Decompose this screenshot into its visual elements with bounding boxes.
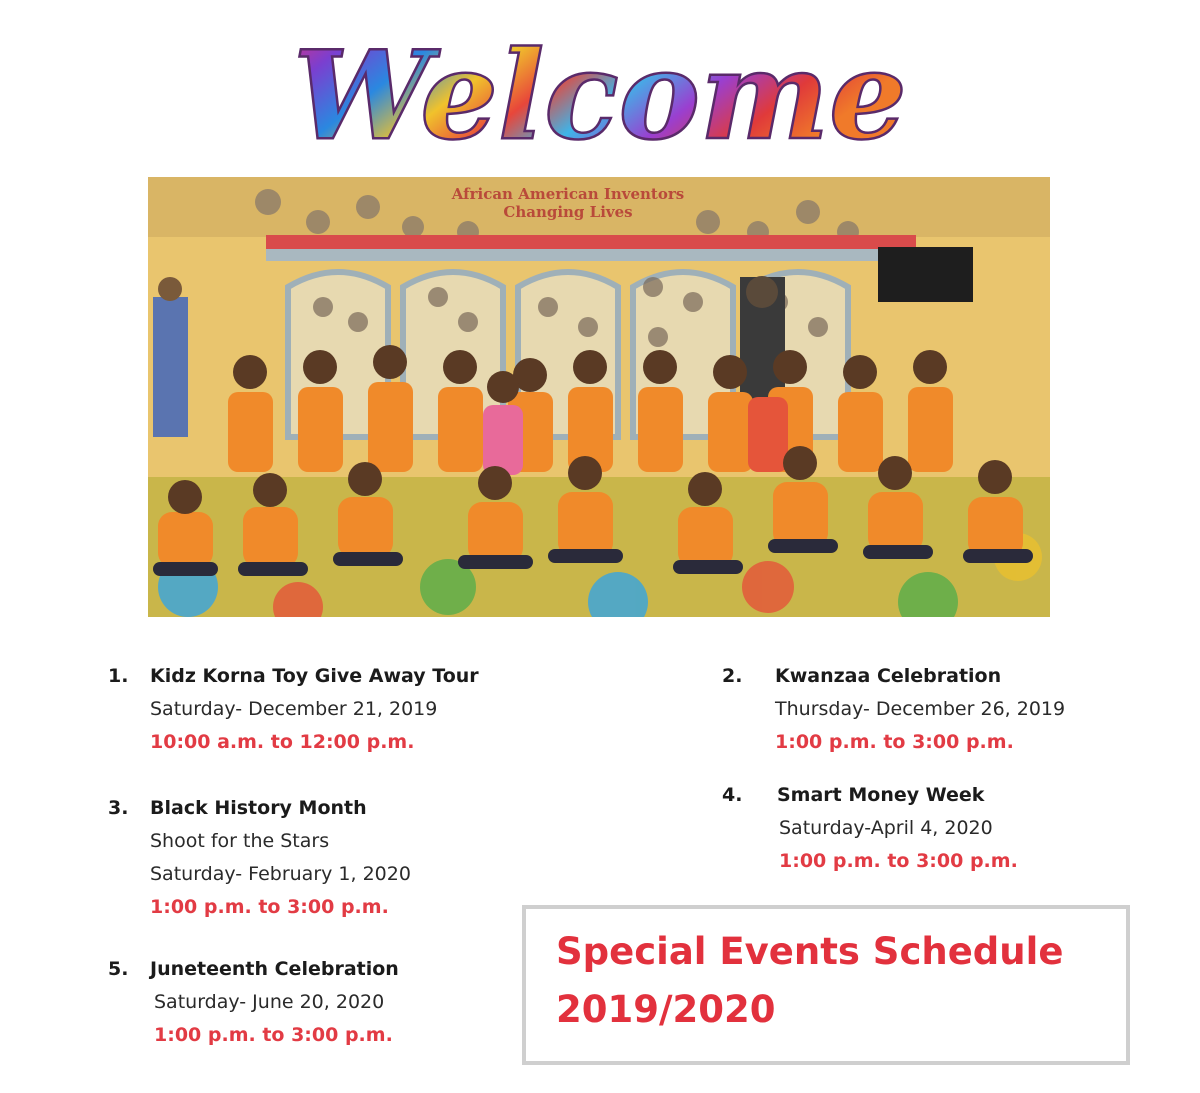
schedule-year: 2019/2020 bbox=[556, 988, 776, 1031]
banner-line-1: African American Inventors bbox=[451, 185, 685, 203]
event-1-name: Kidz Korna Toy Give Away Tour bbox=[150, 665, 479, 687]
event-5-name: Juneteenth Celebration bbox=[150, 958, 399, 980]
event-2-name: Kwanzaa Celebration bbox=[775, 665, 1002, 687]
event-2-time: 1:00 p.m. to 3:00 p.m. bbox=[775, 731, 1014, 753]
event-5-number: 5. bbox=[108, 958, 129, 980]
schedule-title: Special Events Schedule bbox=[556, 930, 1064, 973]
event-1-date: Saturday- December 21, 2019 bbox=[150, 698, 438, 720]
event-2-date: Thursday- December 26, 2019 bbox=[775, 698, 1066, 720]
event-3-number: 3. bbox=[108, 797, 129, 819]
event-3-date: Saturday- February 1, 2020 bbox=[150, 863, 411, 885]
event-4 bbox=[722, 779, 1018, 878]
event-3-name: Black History Month bbox=[150, 797, 367, 819]
welcome-title-art bbox=[250, 10, 950, 175]
event-4-number: 4. bbox=[722, 784, 743, 806]
event-1-number: 1. bbox=[108, 665, 129, 687]
schedule-title-box bbox=[522, 905, 1130, 1065]
welcome-title-text: Welcome bbox=[293, 23, 907, 167]
event-3-time: 1:00 p.m. to 3:00 p.m. bbox=[150, 896, 389, 918]
welcome-title bbox=[250, 10, 950, 175]
event-1-time: 10:00 a.m. to 12:00 p.m. bbox=[150, 731, 415, 753]
event-3-subtitle: Shoot for the Stars bbox=[150, 830, 330, 852]
event-2 bbox=[722, 660, 1065, 759]
event-4-name: Smart Money Week bbox=[777, 784, 985, 806]
event-1 bbox=[108, 660, 479, 759]
group-photo bbox=[148, 177, 1050, 617]
event-5 bbox=[108, 953, 399, 1052]
event-5-date: Saturday- June 20, 2020 bbox=[154, 991, 385, 1013]
event-4-date: Saturday-April 4, 2020 bbox=[779, 817, 993, 839]
group-photo-art bbox=[148, 177, 1050, 617]
event-2-number: 2. bbox=[722, 665, 743, 687]
event-4-time: 1:00 p.m. to 3:00 p.m. bbox=[779, 850, 1018, 872]
event-3 bbox=[108, 792, 411, 924]
event-5-time: 1:00 p.m. to 3:00 p.m. bbox=[154, 1024, 393, 1046]
banner-line-2: Changing Lives bbox=[503, 203, 633, 221]
